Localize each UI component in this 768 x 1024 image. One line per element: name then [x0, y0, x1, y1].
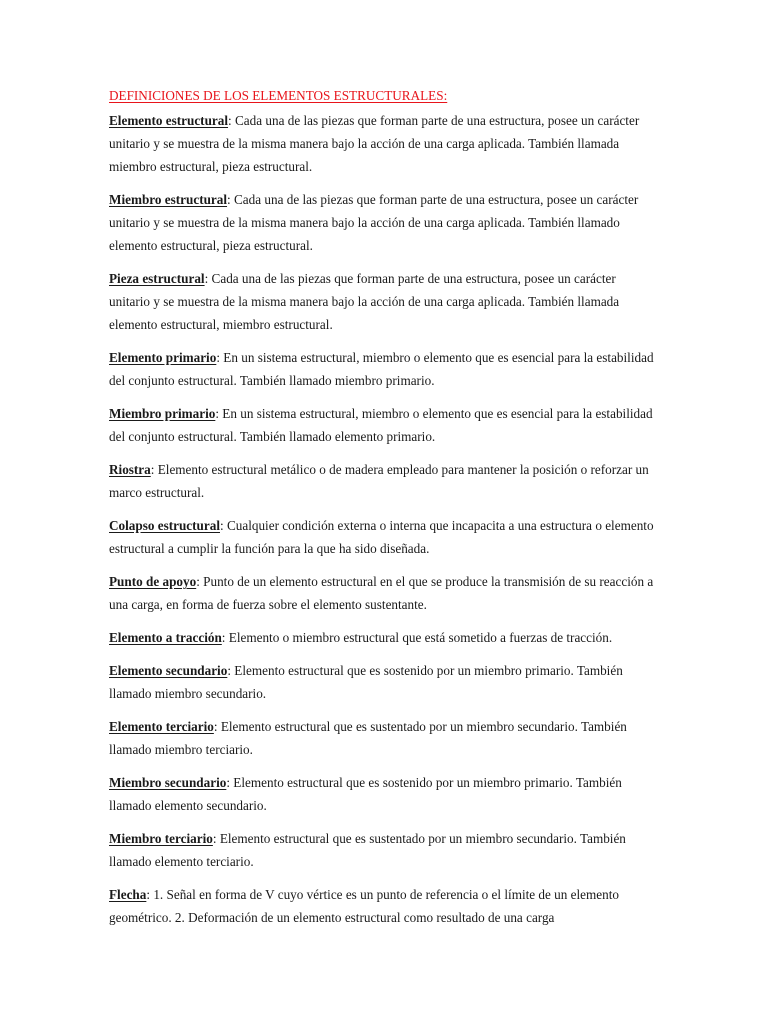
- definition-item: [109, 514, 654, 560]
- definition-item: [109, 715, 654, 761]
- definition-text: : Elemento estructural que es sustentado por un miembro secundario. También llamado miembro terciario.: [109, 719, 627, 757]
- definition-item: [109, 188, 654, 257]
- definition-term: Miembro estructural: [109, 192, 228, 207]
- definition-item: [109, 458, 654, 504]
- definition-item: [109, 626, 654, 649]
- definition-text: : Cada una de las piezas que forman parte de una estructura, posee un carácter unitario y se muestra de la misma manera bajo la acción de una carga aplicada. También llamada miembro estructural, pieza estructural.: [109, 113, 640, 174]
- definition-text: : Elemento estructural que es sostenido por un miembro primario. También llamado miembro secundario.: [109, 663, 623, 701]
- definition-item: [109, 827, 654, 873]
- definition-term: Miembro primario: [109, 406, 216, 421]
- definition-term: Colapso estructural: [109, 518, 220, 533]
- definition-text: : Elemento estructural que es sostenido por un miembro primario. También llamado elemento secundario.: [109, 775, 622, 813]
- definition-term: Elemento a tracción: [109, 630, 222, 645]
- definition-term: Elemento estructural: [109, 113, 229, 128]
- definition-item: [109, 659, 654, 705]
- document-body: [109, 84, 654, 939]
- definition-term: Flecha: [109, 887, 147, 902]
- definition-item: [109, 267, 654, 336]
- definition-text: : Elemento estructural metálico o de madera empleado para mantener la posición o reforzar un marco estructural.: [109, 462, 649, 500]
- definition-text: : Cualquier condición externa o interna que incapacita a una estructura o elemento estructural a cumplir la función para la que ha sido diseñada.: [109, 518, 654, 556]
- definition-item: [109, 570, 654, 616]
- definition-term: Pieza estructural: [109, 271, 205, 286]
- definition-term: Miembro secundario: [109, 775, 227, 790]
- definition-item: [109, 346, 654, 392]
- definition-item: [109, 402, 654, 448]
- definition-text: : Cada una de las piezas que forman parte de una estructura, posee un carácter unitario y se muestra de la misma manera bajo la acción de una carga aplicada. También llamada elemento estructural, miembro estructural.: [109, 271, 620, 332]
- definition-text: : En un sistema estructural, miembro o elemento que es esencial para la estabilidad del conjunto estructural. También llamado miembro primario.: [109, 350, 654, 388]
- definition-item: [109, 883, 654, 929]
- definition-term: Elemento primario: [109, 350, 217, 365]
- definition-text: : Elemento estructural que es sustentado por un miembro secundario. También llamado elemento terciario.: [109, 831, 626, 869]
- definition-item: [109, 109, 654, 178]
- definition-term: Punto de apoyo: [109, 574, 197, 589]
- definition-term: Elemento terciario: [109, 719, 214, 734]
- definition-item: [109, 771, 654, 817]
- document-title: DEFINICIONES DE LOS ELEMENTOS ESTRUCTURALES:: [109, 88, 448, 103]
- definition-text: : Cada una de las piezas que forman parte de una estructura, posee un carácter unitario y se muestra de la misma manera bajo la acción de una carga aplicada. También llamado elemento estructural, pieza estructural.: [109, 192, 639, 253]
- definition-term: Miembro terciario: [109, 831, 213, 846]
- definition-text: : Punto de un elemento estructural en el que se produce la transmisión de su reacción a una carga, en forma de fuerza sobre el elemento sustentante.: [109, 574, 654, 612]
- definition-text: : Elemento o miembro estructural que está sometido a fuerzas de tracción.: [221, 630, 613, 645]
- definition-text: : 1. Señal en forma de V cuyo vértice es un punto de referencia o el límite de un elemento geométrico. 2. Deformación de un elemento estructural como resultado de una carga: [109, 887, 619, 925]
- definition-term: Elemento secundario: [109, 663, 228, 678]
- definition-term: Riostra: [109, 462, 151, 477]
- definition-text: : En un sistema estructural, miembro o elemento que es esencial para la estabilidad del conjunto estructural. También llamado elemento primario.: [109, 406, 653, 444]
